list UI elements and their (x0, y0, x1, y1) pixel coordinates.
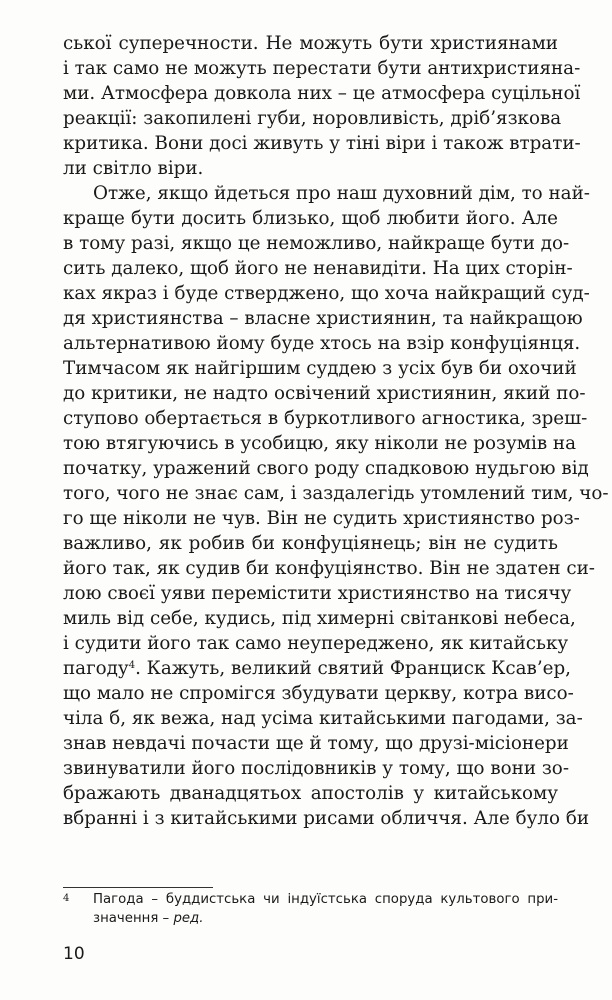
text-line: альтернативою йому буде хтось на взір конфуціянця. (63, 333, 581, 354)
text-line: сить далеко, щоб його не ненавидіти. На цих сторін- (63, 258, 573, 279)
text-line: Отже, якщо йдеться про наш духовний дім, то най- (93, 183, 590, 204)
text-fragment: . Кажуть, великий святий Франциск Ксав’ер, (135, 658, 571, 679)
text-line: вбранні і з китайськими рисами обличчя. Але було би (63, 808, 590, 829)
text-line: його так, як судив би конфуціянство. Він не здатен си- (63, 558, 595, 579)
text-line: що мало не спромігся збудувати церкву, котра висо- (63, 683, 574, 704)
text-line: і судити його так само неупереджено, як китайську (63, 633, 569, 654)
text-line: миль від себе, кудись, під химерні світанкові небеса, (63, 608, 576, 629)
text-line: критика. Вони досі живуть у тіні віри і також втрати- (63, 133, 581, 154)
footnote-line (93, 910, 558, 927)
text-line: дя християнства – власне християнин, та найкращою (63, 308, 583, 329)
footnote-ref[interactable]: 4 (128, 660, 136, 671)
text-line: лою своєї уяви перемістити християнство на тисячу (63, 583, 572, 604)
text-line: початку, уражений свого роду спадковою нудьгою від (63, 458, 589, 479)
text-line: до критики, не надто освічений християнин, який по- (63, 383, 586, 404)
text-line: ської суперечности. Не можуть бути християнами (63, 33, 558, 54)
footnote-divider (63, 887, 213, 888)
text-fragment: пагоду (63, 658, 129, 679)
text-line: знав невдачі почасти ще й тому, що друзі-місіонери (63, 733, 569, 754)
footnote-line: Пагода – буддистська чи індуїстська споруда культового при- (93, 892, 558, 907)
text-line: чіла б, як вежа, над усіма китайськими пагодами, за- (63, 708, 583, 729)
text-line: ми. Атмосфера довкола них – це атмосфера суцільної (63, 83, 581, 104)
text-line: реакції: закопилені губи, норовливість, дріб’язкова (63, 108, 562, 129)
text-line: краще бути досить близько, щоб любити його. Але (63, 208, 558, 229)
text-line: важливо, як робив би конфуціянець; він не судить (63, 533, 558, 554)
text-line: тою втягуючись в усобицю, яку ніколи не розумів на (63, 433, 576, 454)
text-line: звинуватили його послідовників у тому, що вони зо- (63, 758, 569, 779)
text-line: того, чого не знає сам, і заздалегідь утомлений тим, чо- (63, 483, 609, 504)
text-line: ступово обертається в буркотливого агностика, зреш- (63, 408, 588, 429)
text-line: ках якраз і буде стверджено, що хоча найкращий суд- (63, 283, 590, 304)
text-line: Тимчасом як найгіршим суддею з усіх був би охочий (63, 358, 577, 379)
text-line: і так само не можуть перестати бути антихристияна- (63, 58, 581, 79)
text-line: в тому разі, якщо це неможливо, найкраще бути до- (63, 233, 570, 254)
text-line-with-footnote-ref (63, 658, 571, 679)
text-line: бражають дванадцятьох апостолів у китайському (63, 783, 558, 804)
footnote-text: значення – (93, 911, 174, 926)
footnote-editor-mark: ред. (173, 911, 204, 926)
text-line: ли світло віри. (63, 158, 204, 179)
page-number: 10 (63, 944, 85, 964)
footnote-number: 4 (63, 893, 70, 904)
text-line: го ще ніколи не чув. Він не судить християнство роз- (63, 508, 580, 529)
